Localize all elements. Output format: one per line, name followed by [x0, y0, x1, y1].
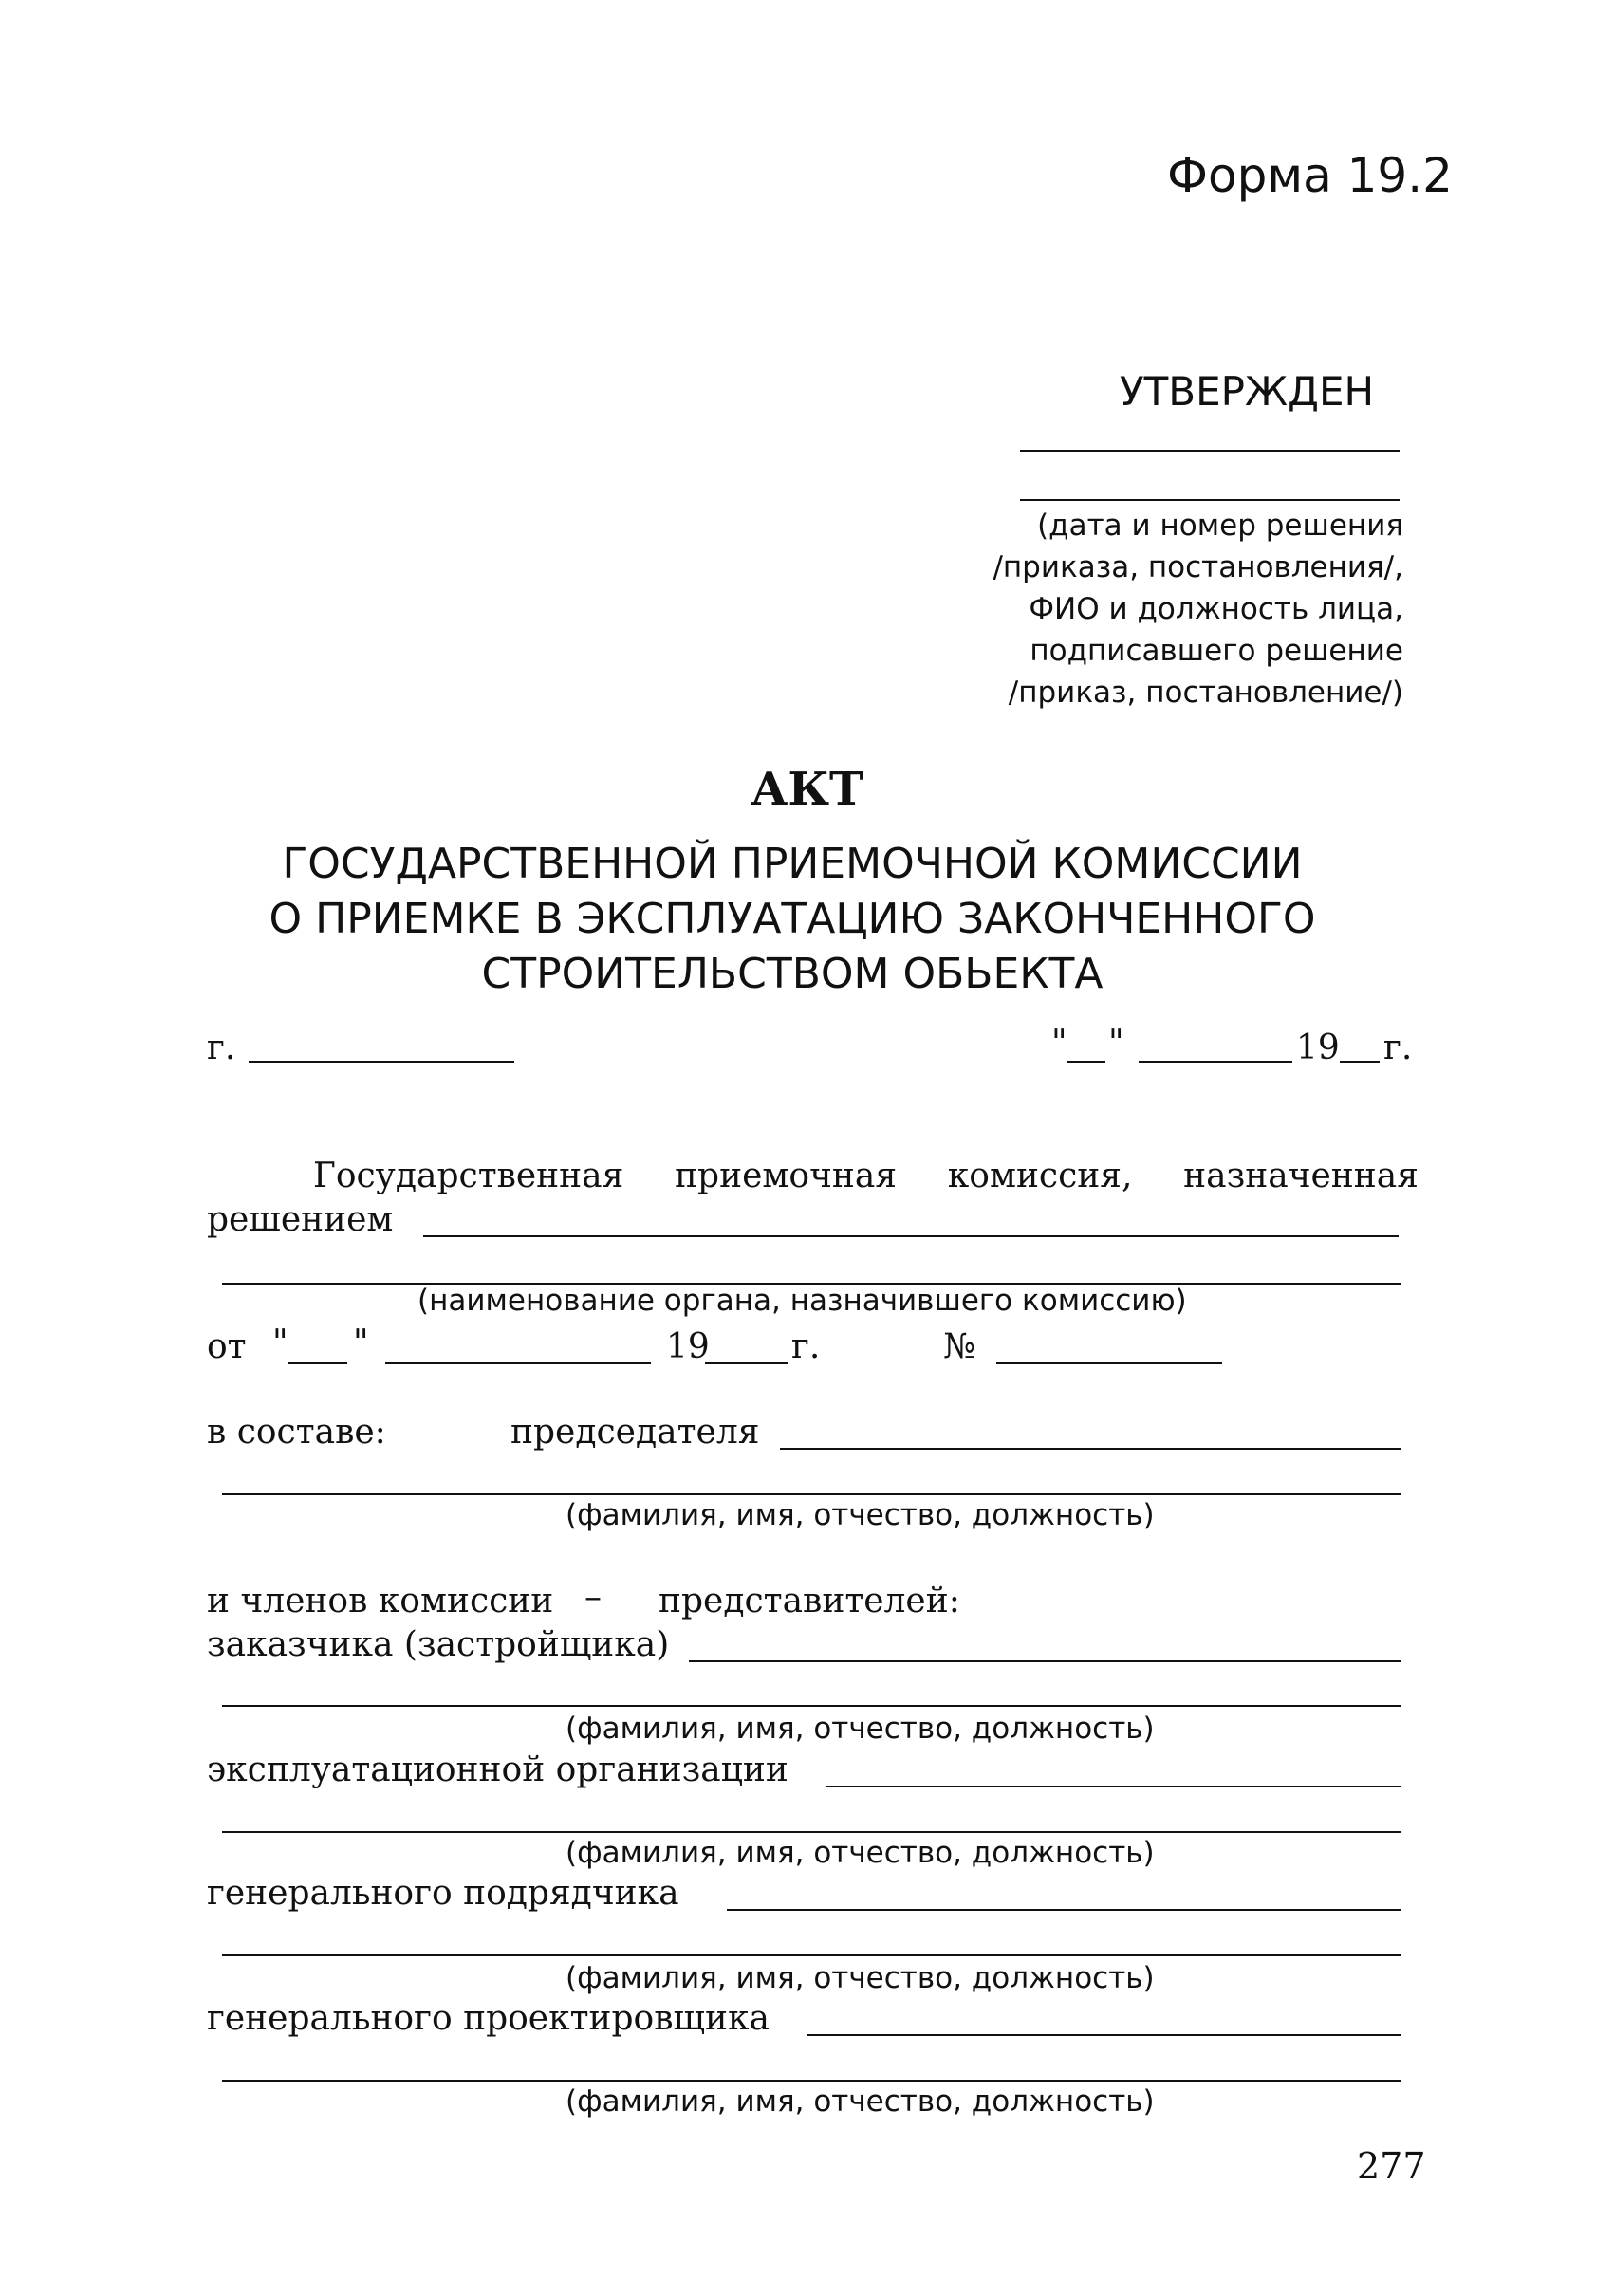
role-contractor-field[interactable]	[727, 1909, 1401, 1911]
city-prefix: г.	[207, 1028, 236, 1067]
chairman-label: председателя	[510, 1413, 760, 1452]
role-operator-caption: (фамилия, имя, отчество, должность)	[566, 1836, 1155, 1870]
document-subtitle	[161, 837, 1423, 1002]
role-customer-caption: (фамилия, имя, отчество, должность)	[566, 1712, 1155, 1746]
date-quote-open: "	[1051, 1024, 1067, 1063]
approval-note	[993, 505, 1403, 713]
role-designer-label: генерального проектировщика	[207, 1999, 770, 2038]
city-field[interactable]	[249, 1061, 514, 1063]
members-dash: –	[584, 1578, 602, 1617]
role-operator-label: эксплуатационной организации	[207, 1750, 788, 1789]
approval-note-line: (дата и номер решения	[1037, 509, 1403, 543]
decision-number-field[interactable]	[996, 1362, 1222, 1364]
date-year-prefix: 19	[1296, 1028, 1340, 1067]
decision-year-field[interactable]	[705, 1362, 788, 1364]
role-designer-field-continued[interactable]	[222, 2080, 1401, 2082]
date-month-field[interactable]	[1139, 1061, 1292, 1063]
subtitle-line: О ПРИЕМКЕ В ЭКСПЛУАТАЦИЮ ЗАКОНЧЕННОГО	[269, 895, 1316, 943]
decision-quote-close: "	[353, 1324, 369, 1362]
approval-line-1[interactable]	[1020, 450, 1400, 452]
date-quote-close: "	[1108, 1024, 1124, 1063]
chairman-caption: (фамилия, имя, отчество, должность)	[566, 1498, 1155, 1532]
date-year-suffix: г.	[1383, 1028, 1413, 1067]
commission-intro	[313, 1159, 1419, 1194]
subtitle-line: ГОСУДАРСТВЕННОЙ ПРИЕМОЧНОЙ КОМИССИИ	[282, 840, 1303, 888]
representatives-label: представителей:	[659, 1582, 960, 1620]
role-operator-field-continued[interactable]	[222, 1831, 1401, 1833]
approval-heading: УТВЕРЖДЕН	[1120, 368, 1375, 415]
decision-field[interactable]	[423, 1235, 1399, 1237]
role-customer-label: заказчика (застройщика)	[207, 1625, 670, 1664]
approval-note-line: /приказа, постановления/,	[993, 550, 1403, 584]
approval-note-line: подписавшего решение	[1030, 634, 1403, 668]
decision-year-suffix: г.	[791, 1327, 821, 1366]
decision-label: решением	[207, 1200, 394, 1239]
page-number: 277	[1357, 2145, 1426, 2187]
approval-note-line: ФИО и должность лица,	[1029, 592, 1403, 626]
document-title: АКТ	[751, 763, 863, 816]
chairman-field[interactable]	[780, 1448, 1401, 1450]
role-contractor-caption: (фамилия, имя, отчество, должность)	[566, 1961, 1155, 1995]
organ-caption: (наименование органа, назначившего комиссию)	[417, 1284, 1187, 1318]
composition-label: в составе:	[207, 1413, 386, 1452]
from-label: от	[207, 1327, 247, 1366]
decision-day-field[interactable]	[288, 1362, 347, 1364]
date-day-field[interactable]	[1067, 1061, 1105, 1063]
role-contractor-field-continued[interactable]	[222, 1954, 1401, 1956]
decision-month-field[interactable]	[385, 1362, 651, 1364]
intro-word: приемочная	[675, 1157, 898, 1195]
approval-line-2[interactable]	[1020, 499, 1400, 501]
role-contractor-label: генерального подрядчика	[207, 1874, 679, 1913]
role-operator-field[interactable]	[826, 1786, 1401, 1787]
role-designer-caption: (фамилия, имя, отчество, должность)	[566, 2084, 1155, 2119]
intro-word: комиссия,	[947, 1157, 1133, 1195]
approval-note-line: /приказ, постановление/)	[1008, 676, 1403, 710]
subtitle-line: СТРОИТЕЛЬСТВОМ ОБЬЕКТА	[481, 950, 1104, 998]
intro-word: Государственная	[313, 1157, 624, 1195]
role-designer-field[interactable]	[807, 2034, 1401, 2036]
intro-word: назначенная	[1183, 1157, 1419, 1195]
number-sign: №	[943, 1327, 976, 1366]
form-label: Форма 19.2	[1167, 148, 1453, 203]
role-customer-field-continued[interactable]	[222, 1705, 1401, 1707]
decision-quote-open: "	[272, 1324, 288, 1362]
date-year-field[interactable]	[1340, 1061, 1380, 1063]
role-customer-field[interactable]	[689, 1660, 1401, 1662]
decision-year-prefix: 19	[666, 1327, 710, 1366]
members-label: и членов комиссии	[207, 1582, 554, 1620]
chairman-field-continued[interactable]	[222, 1493, 1401, 1495]
